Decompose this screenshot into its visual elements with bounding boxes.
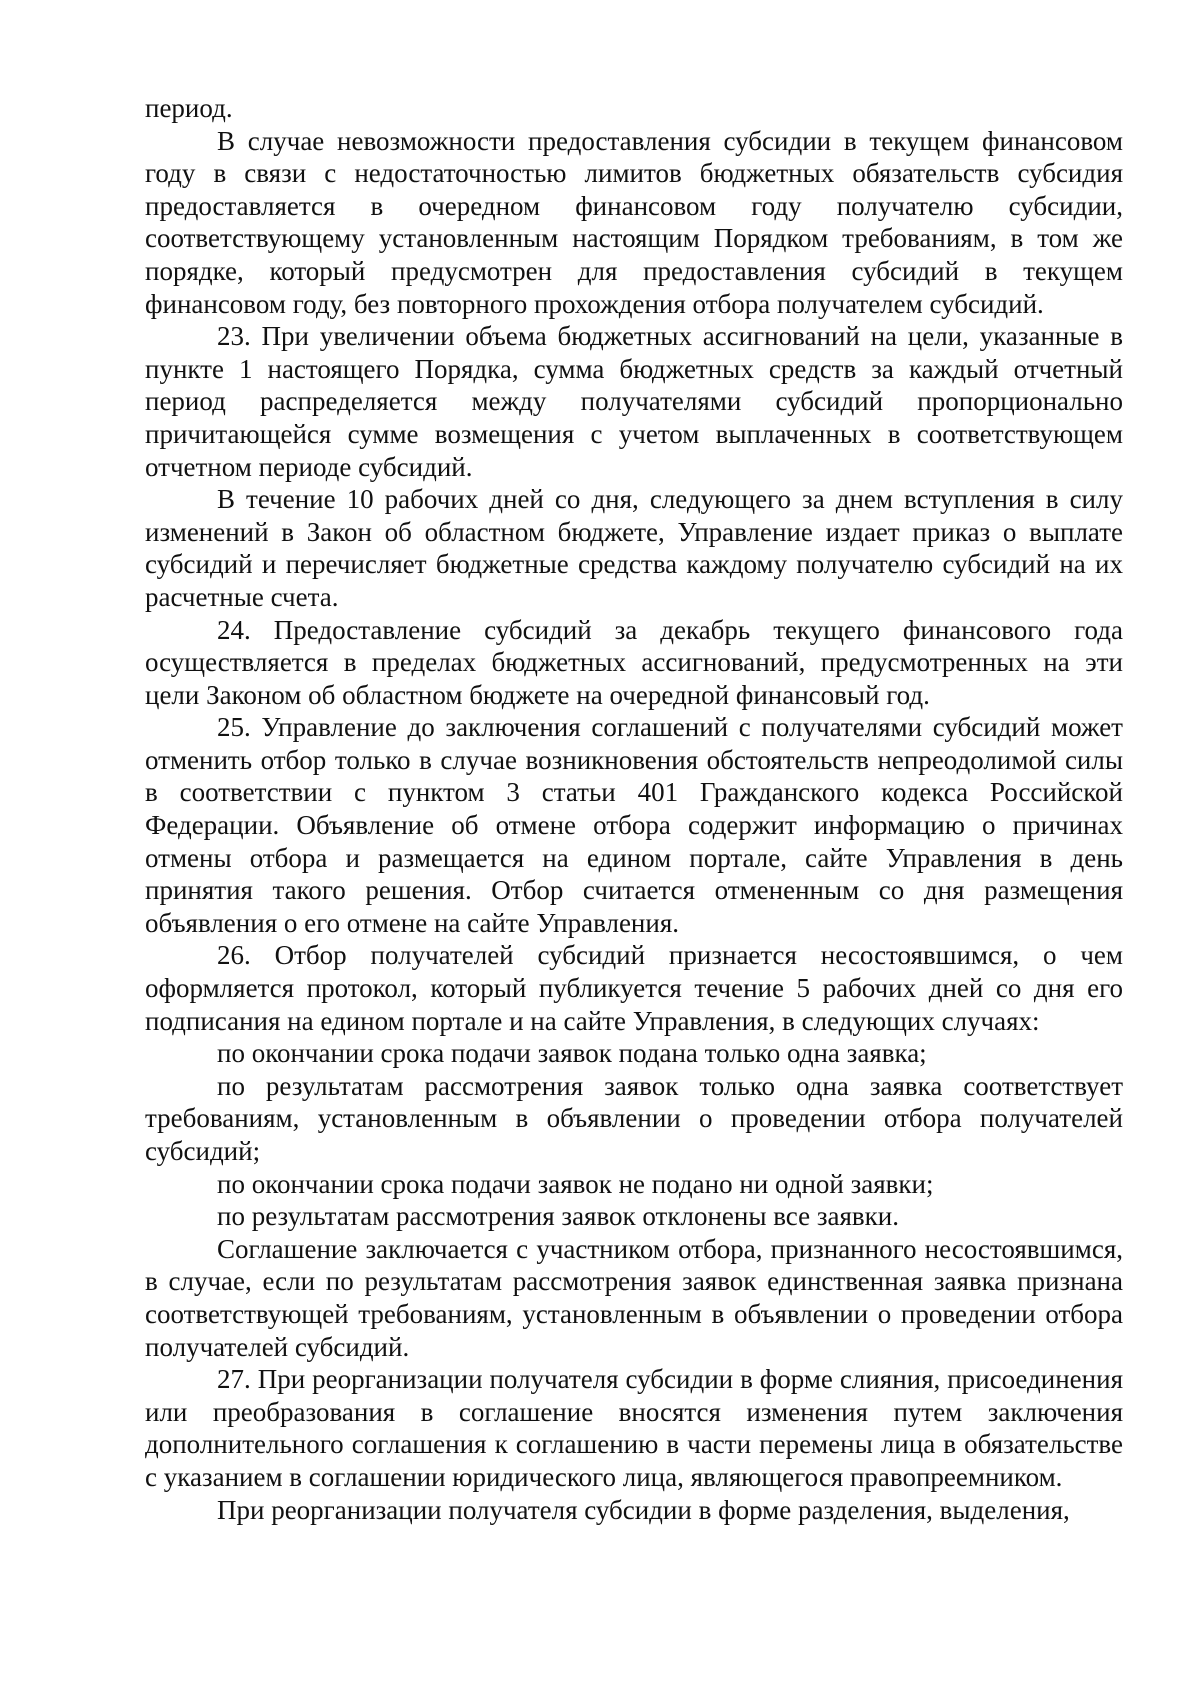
paragraph-agreement: Соглашение заключается с участником отбора, признанного несостоявшимся, в случае, если по результатам рассмотрения заявок единственная заявка признана соответствующей требованиям, установленным в объявлении о проведении отбора получателей субсидий. — [145, 1233, 1123, 1362]
paragraph-clause-23-payment: В течение 10 рабочих дней со дня, следующего за днем вступления в силу изменений в Закон об областном бюджете, Управление издает приказ о выплате субсидий и перечисляет бюджетные средства каждому получателю субсидий на их расчетные счета. — [145, 484, 1123, 612]
paragraph-reorganization: При реорганизации получателя субсидии в форме разделения, выделения, — [217, 1494, 1070, 1525]
paragraph-continuation: период. — [145, 93, 233, 123]
list-item-no-applications: по окончании срока подачи заявок не подано ни одной заявки; — [217, 1168, 934, 1199]
document-body — [145, 92, 1123, 1526]
list-item-one-application: по окончании срока подачи заявок подана только одна заявка; — [217, 1038, 927, 1069]
paragraph-clause-26: 26. Отбор получателей субсидий признается несостоявшимся, о чем оформляется протокол, который публикуется течение 5 рабочих дней со дня его подписания на едином портале и на сайте Управления, в следующих случаях: — [145, 940, 1123, 1036]
list-item-one-compliant: по результатам рассмотрения заявок только одна заявка соответствует требованиям, установленным в объявлении о проведении отбора получателей субсидий; — [145, 1070, 1123, 1166]
paragraph-subsidy-next-year: В случае невозможности предоставления субсидии в текущем финансовом году в связи с недостаточностью лимитов бюджетных обязательств субсидия предоставляется в очередном финансовом году получателю субсидии, соответствующему установленным настоящим Порядком требованиям, в том же порядке, который предусмотрен для предоставления субсидий в текущем финансовом году, без повторного прохождения отбора получателем субсидий. — [145, 125, 1123, 319]
list-item-all-rejected: по результатам рассмотрения заявок отклонены все заявки. — [217, 1201, 899, 1232]
paragraph-clause-25: 25. Управление до заключения соглашений с получателями субсидий может отменить отбор только в случае возникновения обстоятельств непреодолимой силы в соответствии с пунктом 3 статьи 401 Гражданского кодекса Российской Федерации. Объявление об отмене отбора содержит информацию о причинах отмены отбора и размещается на едином портале, сайте Управления в день принятия такого решения. Отбор считается отмененным со дня размещения объявления о его отмене на сайте Управления. — [145, 712, 1123, 938]
paragraph-clause-23: 23. При увеличении объема бюджетных ассигнований на цели, указанные в пункте 1 настоящего Порядка, сумма бюджетных средств за каждый отчетный период распределяется между получателями субсидий пропорционально причитающейся сумме возмещения с учетом выплаченных в соответствующем отчетном периоде субсидий. — [145, 321, 1123, 482]
paragraph-clause-24: 24. Предоставление субсидий за декабрь текущего финансового года осуществляется в пределах бюджетных ассигнований, предусмотренных на эти цели Законом об областном бюджете на очередной финансовый год. — [145, 614, 1123, 710]
paragraph-clause-27: 27. При реорганизации получателя субсидии в форме слияния, присоединения или преобразования в соглашение вносятся изменения путем заключения дополнительного соглашения к соглашению в части перемены лица в обязательстве с указанием в соглашении юридического лица, являющегося правопреемником. — [145, 1364, 1123, 1492]
